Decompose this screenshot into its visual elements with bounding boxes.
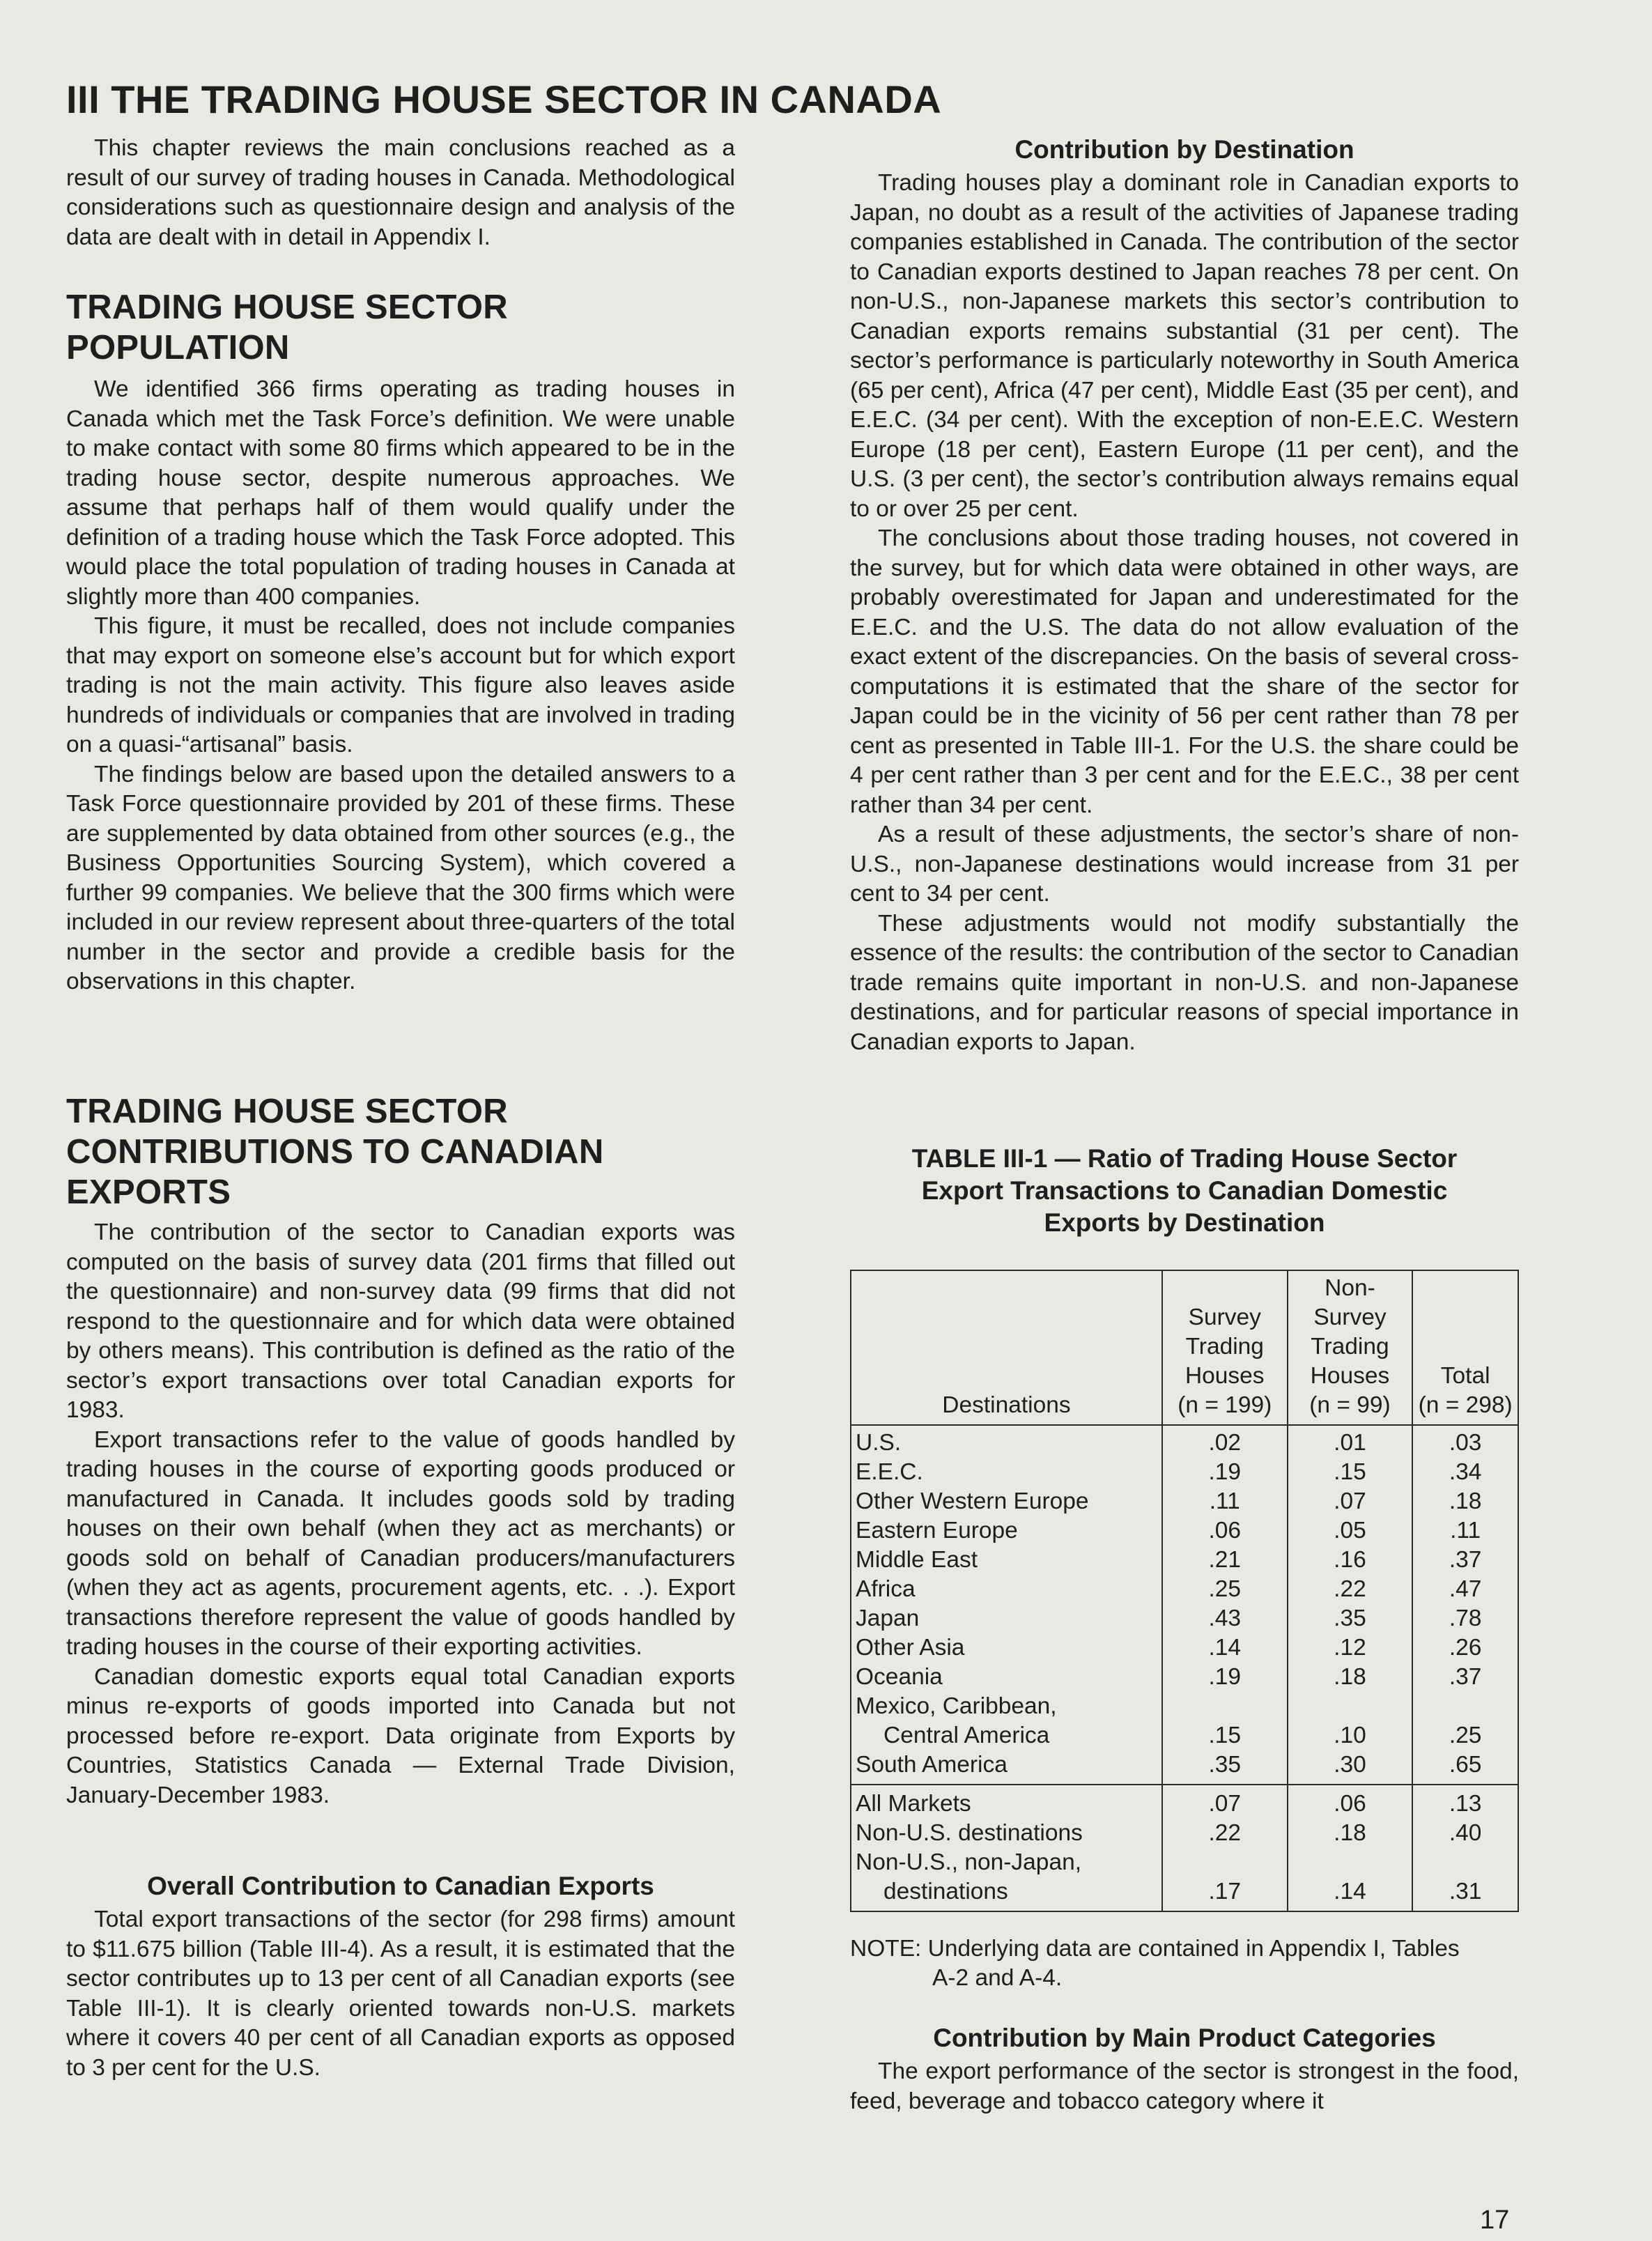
overall-paragraph: Total export transactions of the sector (for 298 firms) amount to $11.675 billion (Table III-4). As a result, it is estimated that the sector contributes up to 13 per cent of all Canadian exports (see Table III-1). It is clearly oriented towards non-U.S. markets where it covers 40 per cent of all Canadian exports as opposed to 3 per cent for the U.S. — [66, 1907, 735, 2081]
table-caption-line-2: Export Transactions to Canadian Domestic — [921, 1176, 1448, 1205]
row-nonsurvey: .12 — [1288, 1633, 1413, 1663]
row-survey: .14 — [1162, 1633, 1288, 1663]
row-dest — [851, 1692, 1162, 1750]
row-dest-line-2: Central America — [883, 1723, 1050, 1748]
row-survey: .06 — [1162, 1516, 1288, 1546]
table-row — [851, 1633, 1518, 1663]
destination-paragraph-1: Trading houses play a dominant role in Canadian exports to Japan, no doubt as a result of the activities of Japanese trading companies established in Canada. The contribution of the sector to Canadian exports destined to Japan reaches 78 per cent. On non-U.S., non-Japanese markets this sector’s contribution to Canadian exports remains substantial (31 per cent). The sector’s performance is particularly noteworthy in South America (65 per cent), Africa (47 per cent), Middle East (35 per cent), and E.E.C. (34 per cent). With the exception of non-E.E.C. Western Europe (18 per cent), Eastern Europe (11 per cent), and the U.S. (3 per cent), the sector’s contribution always remains equal to or over 25 per cent. — [850, 170, 1519, 522]
summary-survey: .22 — [1162, 1819, 1288, 1848]
summary-nonsurvey: .14 — [1288, 1848, 1413, 1911]
contributions-heading: TRADING HOUSE SECTOR CONTRIBUTIONS TO CANADIAN EXPORTS — [66, 1093, 604, 1211]
row-dest: Japan — [856, 1605, 920, 1631]
row-survey: .43 — [1162, 1604, 1288, 1633]
summary-survey: .17 — [1162, 1848, 1288, 1911]
row-total: .65 — [1412, 1750, 1518, 1785]
row-total: .37 — [1412, 1546, 1518, 1575]
row-nonsurvey: .07 — [1288, 1487, 1413, 1516]
table-caption — [850, 1143, 1519, 1239]
row-dest-line-1: Mexico, Caribbean, — [856, 1693, 1057, 1719]
contributions-section — [66, 1091, 735, 1212]
table-note-line-1: NOTE: Underlying data are contained in Appendix I, Tables — [850, 1936, 1460, 1962]
row-dest: E.E.C. — [856, 1459, 923, 1485]
row-total: .25 — [1412, 1692, 1518, 1750]
row-survey: .19 — [1162, 1458, 1288, 1487]
table-row — [851, 1546, 1518, 1575]
row-nonsurvey: .35 — [1288, 1604, 1413, 1633]
row-survey: .15 — [1162, 1692, 1288, 1750]
header-nonsurvey-line-1: Non- — [1325, 1275, 1375, 1301]
header-destinations: Destinations — [851, 1270, 1162, 1425]
overall-heading: Overall Contribution to Canadian Exports — [147, 1872, 654, 1900]
row-dest: Eastern Europe — [856, 1518, 1018, 1543]
population-paragraph-3: The findings below are based upon the detailed answers to a Task Force questionnaire provided by 201 of these firms. These are supplemented by data obtained from other sources (e.g., the Business Opportunities Sourcing System), which covered a further 99 companies. We believe that the 300 firms which were included in our review represent about three-quarters of the total number in the sector and provide a credible basis for the observations in this chapter. — [66, 761, 735, 994]
table-row — [851, 1604, 1518, 1633]
population-body — [66, 375, 735, 997]
row-dest: Middle East — [856, 1547, 978, 1573]
header-nonsurvey-line-4: Houses — [1310, 1363, 1390, 1389]
row-nonsurvey: .05 — [1288, 1516, 1413, 1546]
row-survey: .02 — [1162, 1425, 1288, 1458]
summary-total: .40 — [1412, 1819, 1518, 1848]
destination-heading: Contribution by Destination — [1014, 135, 1354, 164]
summary-dest — [851, 1848, 1162, 1911]
header-survey — [1162, 1270, 1288, 1425]
product-paragraph: The export performance of the sector is strongest in the food, feed, beverage and tobacco category where it — [850, 2058, 1519, 2114]
header-total — [1412, 1270, 1518, 1425]
table-header-row — [851, 1270, 1518, 1425]
header-survey-line-3: Houses — [1184, 1363, 1265, 1389]
table-caption-line-3: Exports by Destination — [1044, 1208, 1325, 1237]
header-nonsurvey — [1288, 1270, 1413, 1425]
destination-paragraph-4: These adjustments would not modify substantially the essence of the results: the contribution of the sector to Canadian trade remains quite important in non-U.S. and non-Japanese destinations, and for particular reasons of special importance in Canadian exports to Japan. — [850, 910, 1519, 1055]
summary-total: .13 — [1412, 1785, 1518, 1819]
table-row — [851, 1575, 1518, 1604]
population-paragraph-2: This figure, it must be recalled, does not include companies that may export on someone else’s account but for which export trading is not the main activity. This figure also leaves aside hundreds of individuals or companies that are involved in trading on a quasi-“artisanal” basis. — [66, 613, 735, 757]
overall-section — [66, 1870, 735, 2083]
header-total-line-1: Total — [1440, 1363, 1490, 1389]
header-nonsurvey-line-5: (n = 99) — [1309, 1392, 1391, 1418]
summary-dest-line-2: destinations — [883, 1879, 1008, 1904]
row-total: .34 — [1412, 1458, 1518, 1487]
row-survey: .35 — [1162, 1750, 1288, 1785]
header-survey-line-2: Trading — [1185, 1334, 1264, 1360]
row-nonsurvey: .18 — [1288, 1663, 1413, 1692]
row-total: .03 — [1412, 1425, 1518, 1458]
population-section — [66, 287, 735, 368]
table-summary-row — [851, 1819, 1518, 1848]
intro-paragraph: This chapter reviews the main conclusions reached as a result of our survey of trading houses in Canada. Methodological considerations such as questionnaire design and analysis of the data are dealt with in detail in Appendix I. — [66, 135, 735, 250]
row-survey: .21 — [1162, 1546, 1288, 1575]
table-summary-row — [851, 1785, 1518, 1819]
summary-dest-line-1: Non-U.S., non-Japan, — [856, 1849, 1082, 1875]
summary-nonsurvey: .18 — [1288, 1819, 1413, 1848]
row-total: .11 — [1412, 1516, 1518, 1546]
row-dest: Other Western Europe — [856, 1488, 1089, 1514]
header-nonsurvey-line-2: Survey — [1313, 1304, 1387, 1330]
summary-dest: Non-U.S. destinations — [856, 1820, 1083, 1846]
row-total: .47 — [1412, 1575, 1518, 1604]
row-total: .26 — [1412, 1633, 1518, 1663]
table-note-line-2: A-2 and A-4. — [932, 1965, 1063, 1991]
population-paragraph-1: We identified 366 firms operating as trading houses in Canada which met the Task Force’s definition. We were unable to make contact with some 80 firms which appeared to be in the trading house sector, despite numerous approaches. We assume that perhaps half of them would qualify under the definition of a trading house which the Task Force adopted. This would place the total population of trading houses in Canada at slightly more than 400 companies. — [66, 376, 735, 610]
summary-survey: .07 — [1162, 1785, 1288, 1819]
summary-dest: All Markets — [851, 1785, 1162, 1819]
row-survey: .11 — [1162, 1487, 1288, 1516]
row-nonsurvey: .10 — [1288, 1692, 1413, 1750]
row-dest: Africa — [856, 1576, 916, 1602]
page-number: 17 — [1480, 2205, 1510, 2235]
population-heading: TRADING HOUSE SECTOR POPULATION — [66, 288, 508, 367]
row-dest: Other Asia — [856, 1635, 965, 1661]
destination-paragraph-3: As a result of these adjustments, the sector’s share of non-U.S., non-Japanese destinations would increase from 31 per cent to 34 per cent. — [850, 822, 1519, 907]
header-survey-line-1: Survey — [1188, 1304, 1261, 1330]
row-total: .37 — [1412, 1663, 1518, 1692]
contributions-paragraph-1: The contribution of the sector to Canadian exports was computed on the basis of survey data (201 firms that filled out the questionnaire) and non-survey data (99 firms that did not respond to the questionnaire and for which data were obtained by others means). This contribution is defined as the ratio of the sector’s export transactions over total Canadian exports for 1983. — [66, 1219, 735, 1423]
destination-paragraph-2: The conclusions about those trading houses, not covered in the survey, but for which data were obtained in other ways, are probably overestimated for Japan and underestimated for the E.E.C. and the U.S. The data do not allow evaluation of the exact extent of the discrepancies. On the basis of several cross-computations it is estimated that the share of the sector for Japan could be in the vicinity of 56 per cent rather than 78 per cent as presented in Table III-1. For the U.S. the share could be 4 per cent rather than 3 per cent and for the E.E.C., 38 per cent rather than 34 per cent. — [850, 525, 1519, 818]
row-total: .78 — [1412, 1604, 1518, 1633]
table-summary-row — [851, 1848, 1518, 1911]
contributions-paragraph-3: Canadian domestic exports equal total Canadian exports minus re-exports of goods imported into Canada but not processed before re-export. Data originate from Exports by Countries, Statistics Canada — External Trade Division, January-December 1983. — [66, 1663, 735, 1808]
product-section — [850, 2022, 1519, 2116]
table-row — [851, 1425, 1518, 1458]
table-row — [851, 1663, 1518, 1692]
destination-section — [850, 134, 1519, 1057]
summary-total: .31 — [1412, 1848, 1518, 1911]
ratio-table — [850, 1270, 1519, 1912]
summary-nonsurvey: .06 — [1288, 1785, 1413, 1819]
header-nonsurvey-line-3: Trading — [1311, 1334, 1389, 1360]
row-nonsurvey: .30 — [1288, 1750, 1413, 1785]
row-nonsurvey: .15 — [1288, 1458, 1413, 1487]
row-total: .18 — [1412, 1487, 1518, 1516]
page-title: III THE TRADING HOUSE SECTOR IN CANADA — [66, 77, 942, 121]
row-nonsurvey: .16 — [1288, 1546, 1413, 1575]
intro-block — [66, 134, 735, 252]
header-survey-line-4: (n = 199) — [1178, 1392, 1272, 1418]
table-row — [851, 1692, 1518, 1750]
table-note — [850, 1934, 1519, 1993]
table-row — [851, 1750, 1518, 1785]
table-row — [851, 1516, 1518, 1546]
row-dest: South America — [856, 1752, 1008, 1778]
table-row — [851, 1458, 1518, 1487]
product-heading: Contribution by Main Product Categories — [933, 2024, 1436, 2052]
row-survey: .25 — [1162, 1575, 1288, 1604]
row-dest: Oceania — [856, 1664, 943, 1690]
row-survey: .19 — [1162, 1663, 1288, 1692]
contributions-paragraph-2: Export transactions refer to the value of goods handled by trading houses in the course of exporting goods produced or manufactured in Canada. It includes goods sold by trading houses on their own behalf (when they act as merchants) or goods sold on behalf of Canadian producers/manufacturers (when they act as agents, procurement agents, etc. . .). Export transactions therefore represent the value of goods handled by trading houses in the course of their exporting activities. — [66, 1426, 735, 1660]
row-dest: U.S. — [856, 1430, 902, 1456]
table-body — [851, 1425, 1518, 1911]
table-row — [851, 1487, 1518, 1516]
row-nonsurvey: .01 — [1288, 1425, 1413, 1458]
table-caption-line-1: TABLE III-1 — Ratio of Trading House Sector — [911, 1144, 1458, 1173]
row-nonsurvey: .22 — [1288, 1575, 1413, 1604]
header-total-line-2: (n = 298) — [1418, 1392, 1513, 1418]
contributions-body — [66, 1218, 735, 1810]
